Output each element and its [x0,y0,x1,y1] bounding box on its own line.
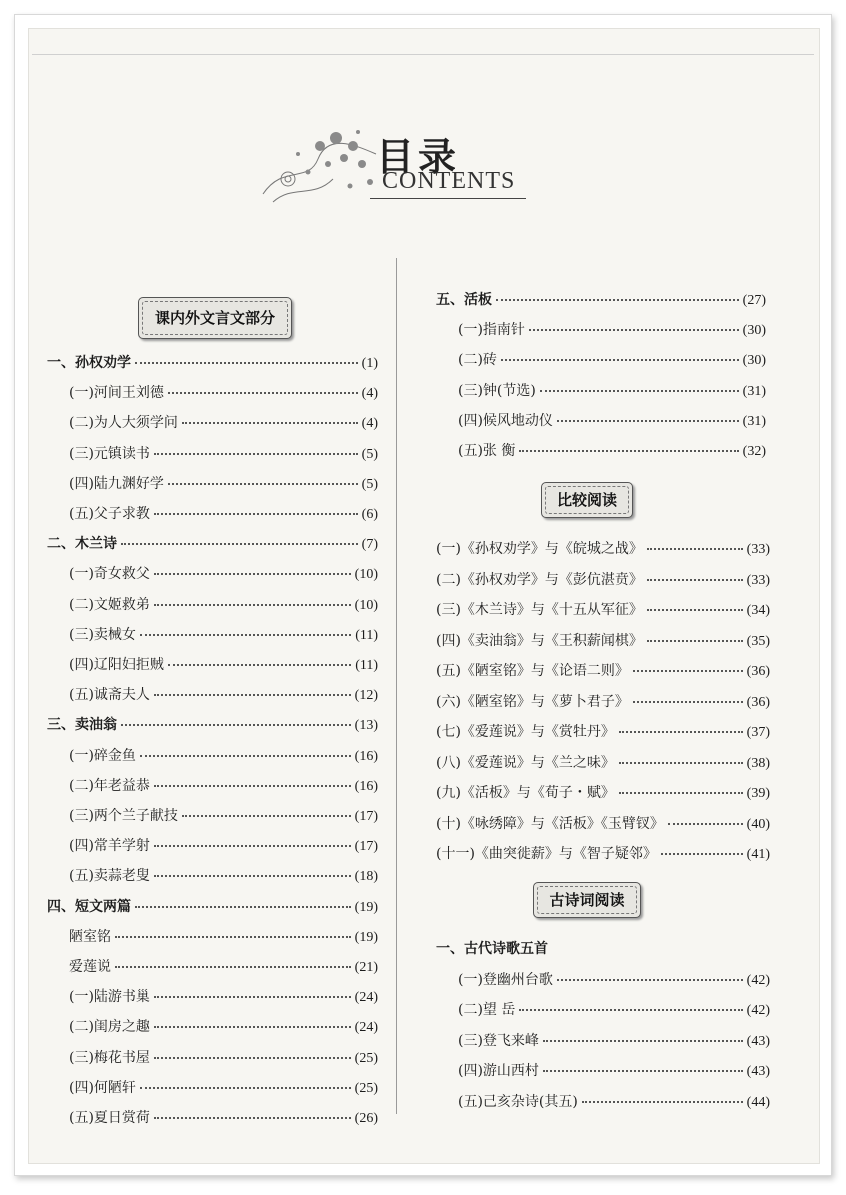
toc-entry-title: (七)《爱莲说》与《赏牡丹》 [436,724,615,740]
toc-entry[interactable] [458,440,766,462]
toc-entry-page: (31) [742,383,766,399]
toc-entry[interactable] [436,782,770,804]
toc-entry[interactable] [436,938,770,960]
toc-entry[interactable] [69,805,378,827]
toc-entry-title: (一)奇女救父 [69,566,150,583]
toc-leader-dots [557,978,743,981]
title-underline [370,198,526,199]
toc-entry-title: (二)砖 [458,352,497,369]
toc-entry[interactable] [69,473,378,495]
toc-leader-dots [140,754,351,757]
toc-leader-dots [619,761,743,764]
toc-entry-title: (一)碎金鱼 [69,747,136,764]
toc-entry[interactable] [47,533,378,555]
toc-entry-page: (43) [746,1033,770,1049]
toc-entry[interactable] [436,538,770,560]
toc-entry-title: (一)指南针 [458,322,525,339]
toc-entry-page: (32) [742,444,766,459]
toc-entry-page: (17) [354,809,378,824]
toc-entry[interactable] [436,599,770,621]
toc-leader-dots [115,935,351,938]
toc-leader-dots [529,328,739,331]
toc-entry-title: (五)诚斋夫人 [69,687,150,704]
toc-entry-page: (18) [354,869,378,885]
toc-entry[interactable] [458,410,766,432]
toc-leader-dots [154,874,351,877]
toc-leader-dots [501,358,739,361]
toc-entry-page: (33) [746,572,770,588]
section-banner-inner-outer: 课内外文言文部分 [138,297,292,339]
toc-entry-title: (四)常羊学射 [69,838,150,855]
toc-entry-page: (16) [354,778,378,794]
toc-leader-dots [121,542,358,545]
toc-entry[interactable] [69,745,378,767]
toc-entry-title: (一)登幽州台歌 [458,971,553,988]
toc-entry[interactable] [69,956,378,978]
toc-leader-dots [135,905,351,908]
toc-entry[interactable] [436,691,770,713]
toc-entry-page: (31) [742,413,766,429]
toc-entry-page: (12) [354,688,378,704]
toc-entry-page: (38) [746,755,770,771]
toc-leader-dots [519,1008,742,1011]
toc-entry[interactable] [458,1060,770,1082]
toc-entry-title: (二)望 岳 [458,1002,516,1018]
toc-entry-title: (六)《陋室铭》与《萝卜君子》 [436,693,629,710]
toc-entry-title: 五、活板 [436,292,492,308]
toc-entry-title: (二)为人大须学问 [69,415,178,432]
toc-entry[interactable] [69,624,378,646]
toc-entry-page: (24) [354,1020,378,1036]
column-divider [396,258,397,1114]
toc-leader-dots [154,1116,351,1119]
toc-entry[interactable] [47,714,378,736]
toc-leader-dots [168,482,358,485]
toc-entry-page: (37) [746,725,770,740]
toc-leader-dots [154,603,351,606]
toc-entry-page: (43) [746,1064,770,1079]
toc-entry-title: (一)河间王刘德 [69,385,164,402]
toc-entry[interactable] [69,563,378,585]
toc-entry[interactable] [69,654,378,676]
toc-entry-page: (24) [354,990,378,1006]
toc-entry-title: (九)《活板》与《荀子・赋》 [436,785,615,801]
toc-leader-dots [154,1025,351,1028]
toc-entry-page: (19) [354,899,378,915]
toc-entry-page: (19) [354,929,378,945]
toc-entry-title: (五)《陋室铭》与《论语二则》 [436,663,629,679]
toc-entry-page: (42) [746,1003,770,1018]
toc-entry-title: (五)张 衡 [458,443,516,459]
toc-entry-title: 爱莲说 [69,959,111,975]
page-subtitle: CONTENTS [382,168,516,194]
toc-entry-page: (30) [742,353,766,369]
toc-entry-page: (6) [361,507,378,522]
toc-entry-title: (三)钟(节选) [458,382,536,399]
toc-leader-dots [140,633,351,636]
toc-leader-dots [543,1039,743,1042]
toc-leader-dots [154,452,358,455]
toc-entry-title: (四)《卖油翁》与《王积薪闻棋》 [436,632,643,649]
toc-entry[interactable] [436,721,770,743]
toc-entry-title: 一、孙权劝学 [47,355,131,371]
toc-entry-title: (四)何陋轩 [69,1079,136,1096]
toc-leader-dots [135,361,358,364]
toc-entry-page: (30) [742,323,766,339]
toc-entry-title: 二、木兰诗 [47,536,117,553]
toc-entry-title: (四)辽阳妇拒贼 [69,657,164,673]
toc-entry[interactable] [436,289,766,311]
floral-ornament-icon [258,124,388,214]
toc-entry-title: (二)文姬救弟 [69,596,150,613]
toc-leader-dots [647,639,743,642]
toc-entry-title: (五)父子求教 [69,506,150,522]
toc-entry[interactable] [436,630,770,652]
page-title: 目录 [376,134,461,179]
toc-entry-page: (42) [746,972,770,988]
toc-entry-page: (35) [746,633,770,649]
toc-entry[interactable] [69,503,378,525]
toc-entry[interactable] [69,775,378,797]
toc-entry-title: (三)登飞来峰 [458,1032,539,1049]
toc-entry-page: (5) [361,476,378,492]
toc-entry[interactable] [436,813,770,835]
toc-entry-title: (五)夏日赏荷 [69,1110,150,1126]
toc-entry-title: (八)《爱莲说》与《兰之味》 [436,754,615,771]
toc-leader-dots [633,700,743,703]
toc-entry-page: (40) [746,816,770,832]
toc-entry[interactable] [69,1107,378,1129]
toc-entry[interactable] [458,969,770,991]
toc-leader-dots [543,1069,743,1072]
toc-leader-dots [647,608,743,611]
toc-entry-page: (10) [354,597,378,613]
toc-leader-dots [115,965,351,968]
toc-leader-dots [168,663,351,666]
toc-leader-dots [661,852,743,855]
toc-entry-page: (4) [361,416,378,432]
toc-leader-dots [647,547,743,550]
toc-entry-title: (三)两个兰子献技 [69,808,178,824]
toc-entry-title: (三)《木兰诗》与《十五从军征》 [436,602,643,618]
toc-entry-page: (11) [355,658,378,673]
toc-entry[interactable] [458,380,766,402]
toc-entry[interactable] [69,986,378,1008]
toc-entry-page: (4) [361,386,378,402]
toc-entry-title: (四)陆九渊好学 [69,475,164,492]
toc-entry-page: (21) [354,960,378,975]
toc-entry-title: (二)闺房之趣 [69,1019,150,1036]
toc-leader-dots [154,995,351,998]
toc-leader-dots [540,389,739,392]
toc-entry-title: (一)《孙权劝学》与《皖城之战》 [436,541,643,557]
toc-entry-page: (39) [746,786,770,801]
toc-entry-title: (十一)《曲突徙薪》与《智子疑邻》 [436,846,657,862]
toc-entry[interactable] [69,382,378,404]
toc-entry-page: (13) [354,718,378,734]
toc-leader-dots [121,723,351,726]
toc-entry-page: (36) [746,694,770,710]
toc-entry[interactable] [458,1030,770,1052]
toc-entry[interactable] [436,569,770,591]
toc-entry[interactable] [69,1047,378,1069]
toc-entry-title: (四)游山西村 [458,1063,539,1079]
toc-entry[interactable] [69,412,378,434]
toc-entry-page: (5) [361,446,378,462]
toc-entry-page: (27) [742,293,766,308]
toc-entry-title: 三、卖油翁 [47,717,117,734]
toc-entry-page: (25) [354,1080,378,1096]
toc-entry-title: 一、古代诗歌五首 [436,941,548,957]
toc-leader-dots [557,419,739,422]
toc-leader-dots [647,578,743,581]
toc-leader-dots [154,844,351,847]
header-rule [32,54,814,55]
toc-entry-page: (34) [746,603,770,618]
toc-entry[interactable] [69,1077,378,1099]
toc-entry[interactable] [69,926,378,948]
toc-entry-page: (17) [354,839,378,855]
toc-entry[interactable] [458,319,766,341]
toc-entry[interactable] [69,835,378,857]
toc-entry-page: (44) [746,1094,770,1110]
toc-entry-page: (25) [354,1050,378,1066]
toc-leader-dots [619,791,743,794]
toc-entry-page: (41) [746,847,770,862]
toc-leader-dots [668,822,743,825]
toc-entry[interactable] [458,999,770,1021]
toc-entry[interactable] [458,349,766,371]
toc-leader-dots [182,814,351,817]
toc-entry[interactable] [69,1016,378,1038]
toc-entry[interactable] [436,660,770,682]
toc-entry-title: 陋室铭 [69,928,111,945]
toc-leader-dots [519,449,738,452]
toc-entry-page: (33) [746,542,770,557]
toc-leader-dots [496,298,739,301]
title-block [258,124,538,234]
toc-entry[interactable] [47,352,378,374]
toc-entry-title: (三)元镇读书 [69,445,150,462]
toc-entry-title: (二)《孙权劝学》与《彭伉湛贲》 [436,571,643,588]
toc-leader-dots [154,784,351,787]
toc-leader-dots [633,669,743,672]
toc-leader-dots [619,730,743,733]
toc-entry[interactable] [47,896,378,918]
toc-entry-title: (三)卖械女 [69,626,136,643]
toc-entry-page: (16) [354,748,378,764]
toc-entry-title: (五)己亥杂诗(其五) [458,1093,578,1110]
toc-leader-dots [154,1056,351,1059]
toc-entry[interactable] [436,843,770,865]
toc-entry[interactable] [69,684,378,706]
toc-entry-title: 四、短文两篇 [47,898,131,915]
toc-entry-title: (四)候风地动仪 [458,412,553,429]
toc-leader-dots [154,512,358,515]
toc-entry[interactable] [69,865,378,887]
toc-entry[interactable] [458,1091,770,1113]
section-banner-poetry: 古诗词阅读 [533,882,641,918]
toc-entry-page: (26) [354,1111,378,1126]
toc-leader-dots [154,693,351,696]
toc-entry-page: (7) [361,537,378,553]
toc-entry-title: (十)《咏绣障》与《活板》《玉臂钗》 [436,815,664,832]
toc-entry-page: (1) [361,356,378,371]
toc-leader-dots [582,1100,743,1103]
toc-leader-dots [140,1086,351,1089]
section-banner-compare: 比较阅读 [541,482,633,518]
toc-entry-page: (11) [355,627,378,643]
toc-leader-dots [168,391,358,394]
toc-entry-title: (五)卖蒜老叟 [69,868,150,885]
toc-leader-dots [182,421,358,424]
toc-entry-title: (二)年老益恭 [69,777,150,794]
toc-entry[interactable] [69,443,378,465]
toc-entry[interactable] [436,752,770,774]
toc-entry-page: (10) [354,567,378,583]
toc-entry[interactable] [69,594,378,616]
toc-entry-title: (一)陆游书巢 [69,989,150,1006]
toc-leader-dots [154,572,351,575]
toc-entry-title: (三)梅花书屋 [69,1049,150,1066]
toc-entry-page: (36) [746,664,770,679]
